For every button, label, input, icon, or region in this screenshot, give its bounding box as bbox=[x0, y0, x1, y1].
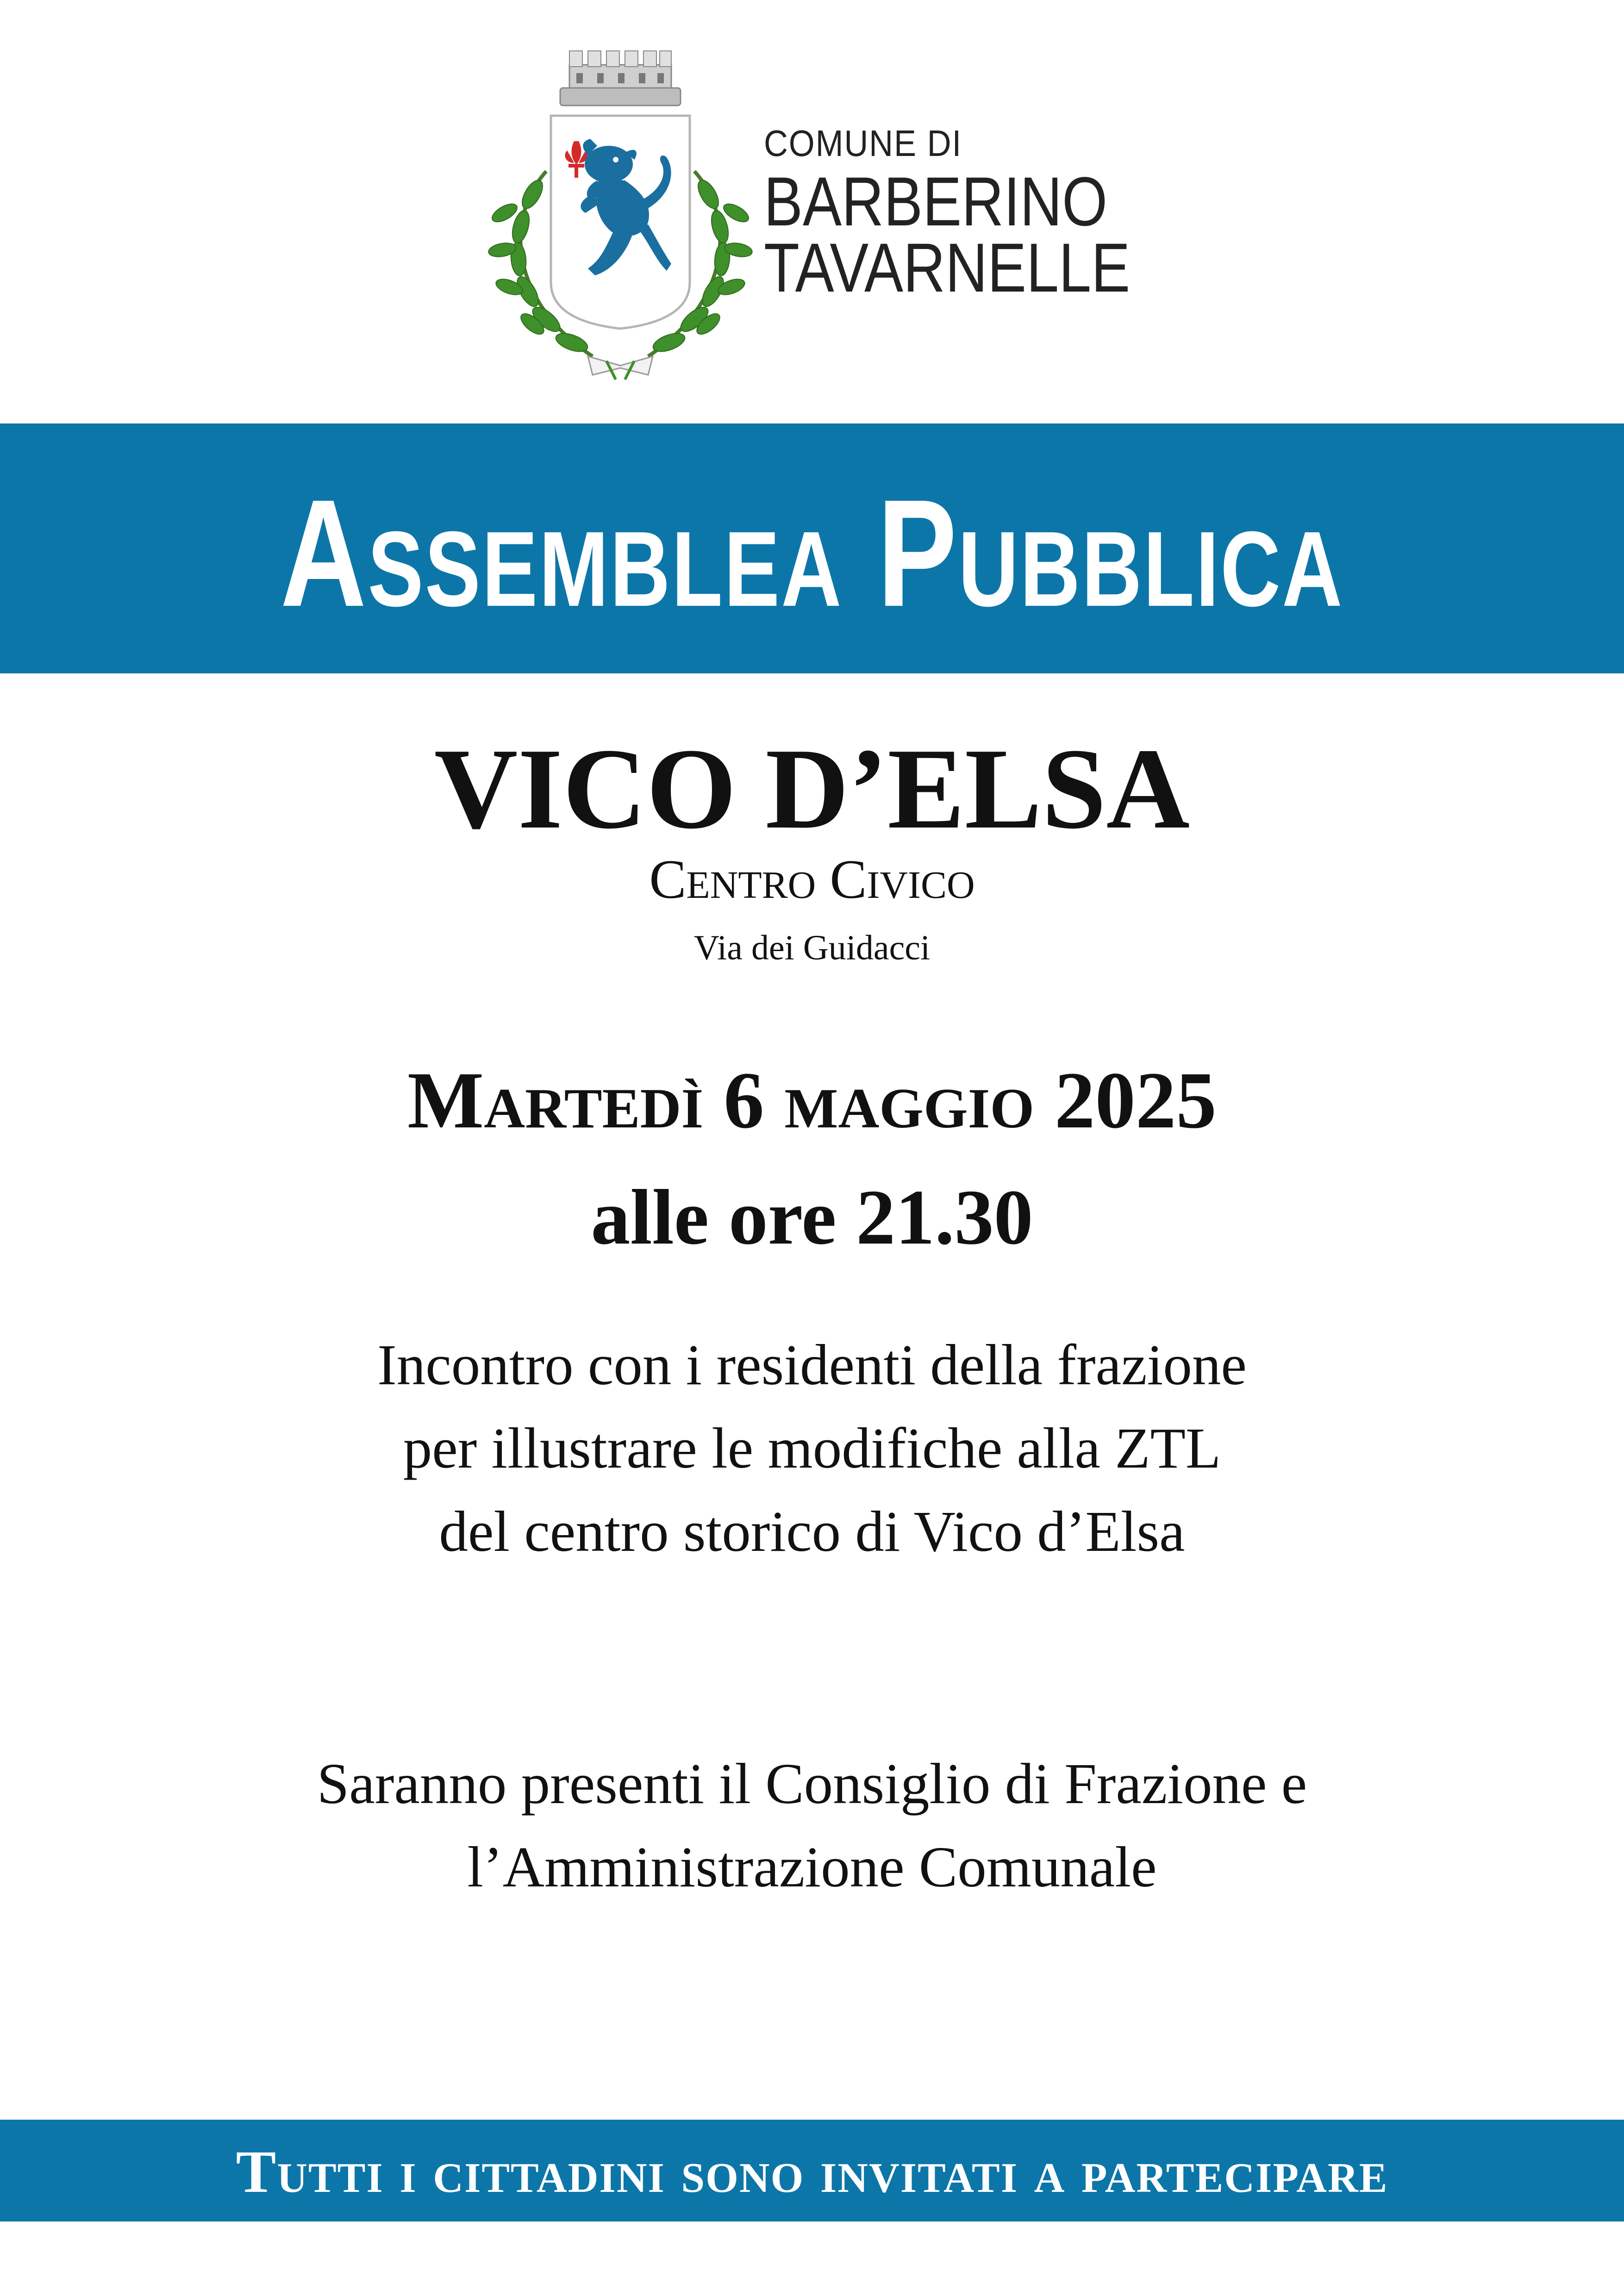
municipality-name bbox=[764, 123, 1200, 306]
description-line: per illustrare le modifiche alla ZTL bbox=[403, 1417, 1221, 1481]
coat-of-arms-icon bbox=[477, 42, 764, 384]
description-line: del centro storico di Vico d’Elsa bbox=[439, 1500, 1185, 1564]
municipality-name-line2: TAVARNELLE bbox=[764, 228, 1131, 306]
municipality-name-line1: BARBERINO bbox=[764, 162, 1108, 240]
attendees-line: l’Amministrazione Comunale bbox=[467, 1836, 1157, 1899]
invitation-banner bbox=[0, 2120, 1624, 2221]
poster-title: Assemblea Pubblica bbox=[280, 467, 1344, 638]
attendees-note bbox=[0, 1742, 1624, 1909]
venue-name: Centro Civico bbox=[649, 848, 975, 910]
event-description bbox=[0, 1324, 1624, 1574]
municipality-prefix: COMUNE DI bbox=[764, 123, 962, 164]
attendees-line: Saranno presenti il Consiglio di Frazione e bbox=[317, 1752, 1307, 1816]
title-banner bbox=[0, 423, 1624, 673]
mural-crown bbox=[560, 51, 681, 106]
description-line: Incontro con i residenti della frazione bbox=[377, 1333, 1247, 1397]
event-date: Martedì 6 maggio 2025 bbox=[407, 1055, 1217, 1145]
invitation-text: Tutti i cittadini sono invitati a partecipare bbox=[236, 2139, 1388, 2205]
location-name: VICO D’ELSA bbox=[434, 725, 1190, 853]
venue-address: Via dei Guidacci bbox=[693, 928, 931, 967]
ribbon bbox=[588, 356, 653, 380]
event-time: alle ore 21.30 bbox=[591, 1174, 1033, 1261]
